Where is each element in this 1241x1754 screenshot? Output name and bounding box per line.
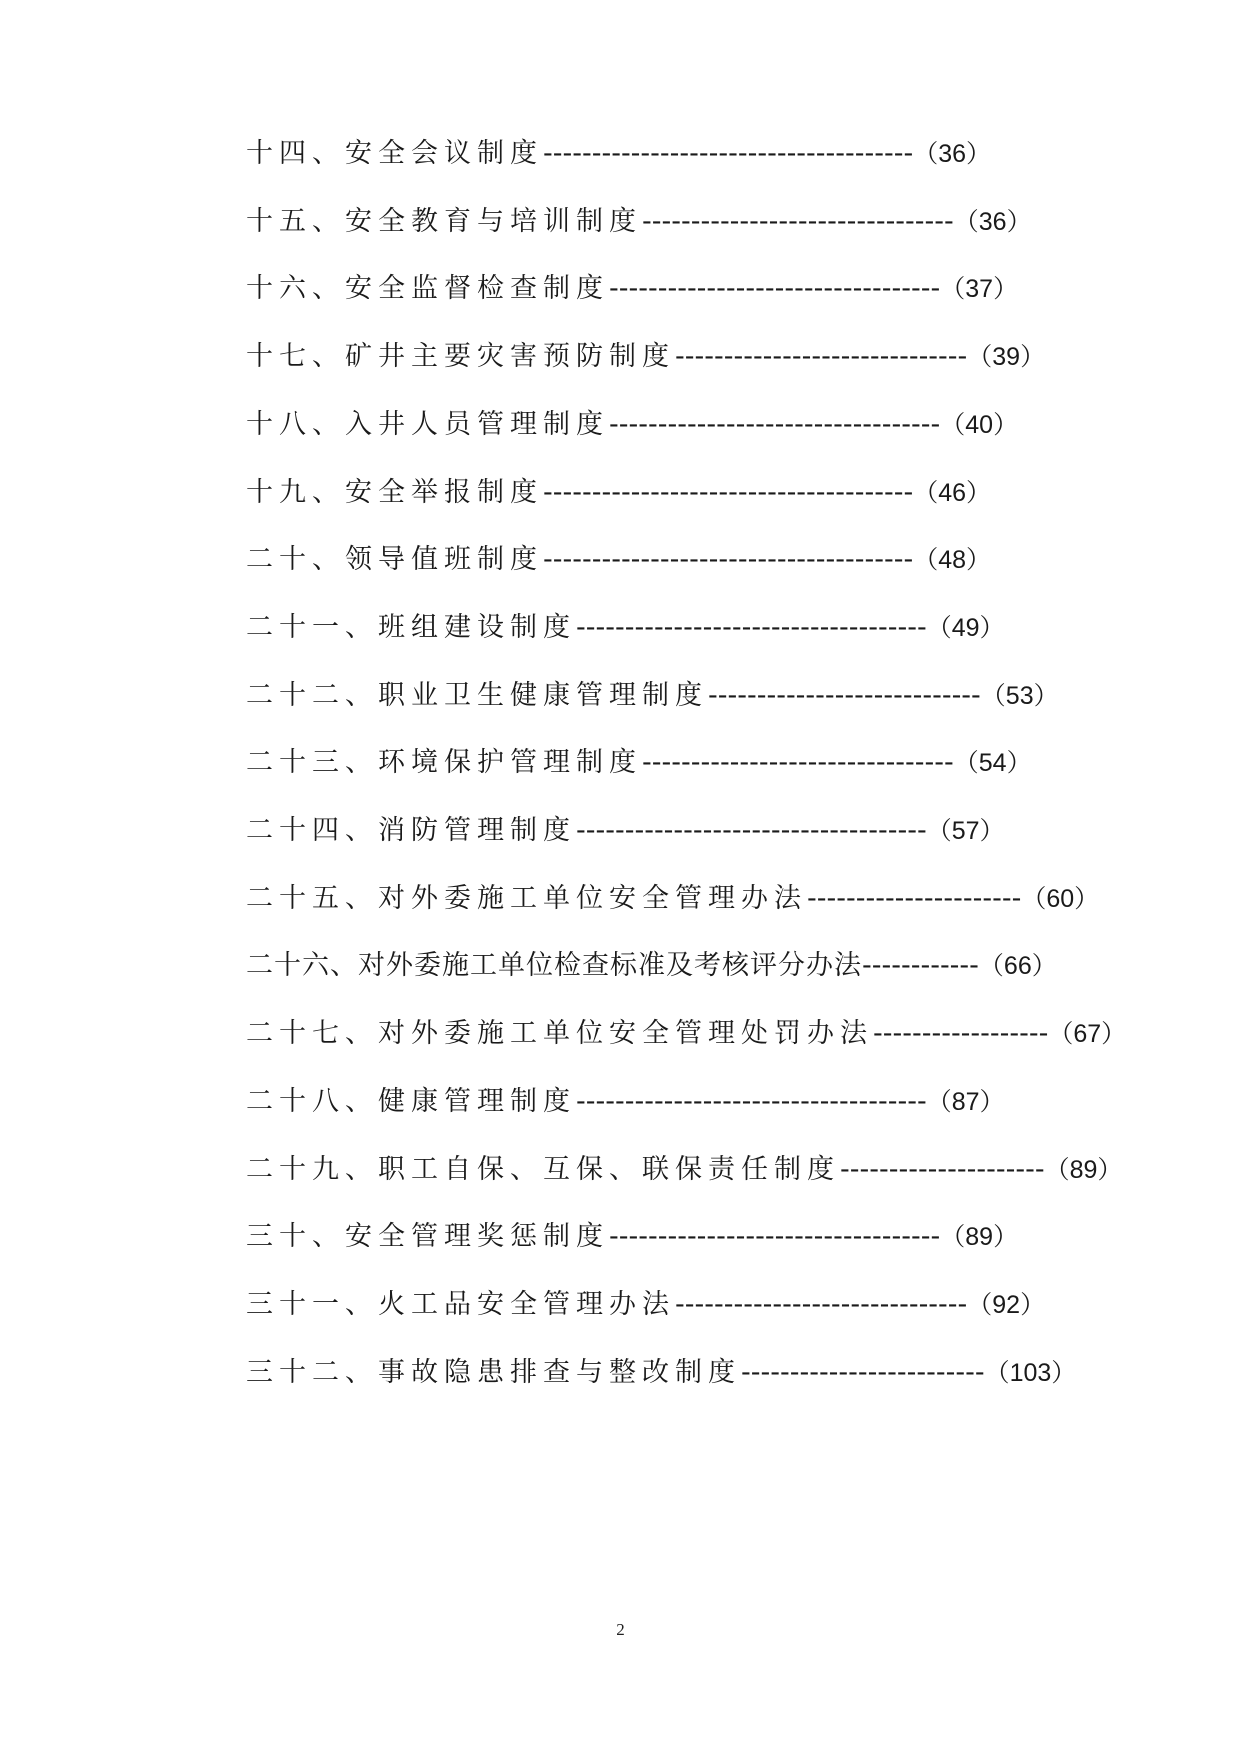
toc-entry-leader: --------------------------------------: [543, 476, 914, 508]
toc-entry-leader: --------------------------------: [642, 205, 954, 237]
toc-entry-page: （66）: [978, 952, 1057, 981]
toc-entry-leader: --------------------------------------: [543, 544, 914, 576]
toc-entry-leader: ------------------------------------: [576, 815, 927, 846]
toc-entry-page: （39）: [967, 343, 1046, 372]
toc-entry-page: （36）: [913, 140, 992, 168]
toc-entry: [246, 1016, 1126, 1052]
toc-entry: [246, 339, 1045, 375]
toc-entry: [246, 1355, 1076, 1391]
toc-entry-title: 二十六、对外委施工单位检查标准及考核评分办法: [246, 950, 862, 982]
toc-entry-title: 三十一、火工品安全管理办法: [246, 1288, 675, 1320]
toc-entry-page: （40）: [940, 410, 1019, 439]
toc-entry: [246, 542, 991, 578]
toc-entry-page: （53）: [980, 681, 1059, 710]
toc-entry: [246, 475, 991, 511]
toc-entry: [246, 610, 1005, 646]
toc-entry-leader: ------------------------------------: [576, 611, 927, 643]
toc-entry-page: （87）: [926, 1087, 1005, 1116]
toc-entry-title: 二十、领导值班制度: [246, 544, 543, 576]
toc-entry-title: 十四、安全会议制度: [246, 138, 543, 169]
toc-entry: [246, 1152, 1122, 1188]
toc-entry-title: 二十四、消防管理制度: [246, 815, 576, 846]
toc-entry: [246, 1219, 1018, 1255]
toc-entry: [246, 948, 1057, 984]
toc-entry-title: 十八、入井人员管理制度: [246, 408, 609, 440]
toc-entry-page: （57）: [926, 817, 1005, 845]
toc-entry-title: 二十二、职业卫生健康管理制度: [246, 679, 708, 711]
toc-entry-page: （49）: [926, 613, 1005, 642]
toc-entry-page: （48）: [913, 546, 992, 575]
toc-entry-title: 三十二、事故隐患排查与整改制度: [246, 1356, 741, 1388]
toc-entry-title: 二十九、职工自保、互保、联保责任制度: [246, 1153, 840, 1185]
toc-entry-title: 十九、安全举报制度: [246, 476, 543, 508]
page-number: 2: [616, 1620, 625, 1639]
toc-entry-leader: ----------------------: [807, 882, 1022, 914]
toc-entry-page: （36）: [953, 207, 1032, 236]
toc-entry-title: 二十五、对外委施工单位安全管理办法: [246, 882, 807, 914]
toc-entry: [246, 881, 1099, 917]
toc-entry: [246, 271, 1018, 307]
toc-entry-leader: ----------------------------: [708, 679, 981, 711]
toc-entry-leader: --------------------------------------: [543, 138, 914, 169]
toc-entry-title: 十六、安全监督检查制度: [246, 273, 609, 305]
toc-entry: [246, 678, 1059, 714]
toc-entry-page: （37）: [940, 275, 1019, 304]
toc-entry-page: （103）: [984, 1358, 1077, 1387]
toc-entry-title: 二十八、健康管理制度: [246, 1085, 576, 1117]
toc-entry-leader: ----------------------------------: [609, 1221, 941, 1253]
toc-entry-leader: ------------------------------: [675, 1288, 968, 1320]
toc-entry-leader: ---------------------: [840, 1153, 1045, 1185]
toc-entry-title: 十五、安全教育与培训制度: [246, 205, 642, 237]
toc-entry-page: （89）: [1044, 1155, 1123, 1184]
toc-entry-title: 二十七、对外委施工单位安全管理处罚办法: [246, 1018, 873, 1050]
toc-entry-title: 三十、安全管理奖惩制度: [246, 1221, 609, 1253]
toc-entry-leader: --------------------------------: [642, 747, 954, 779]
toc-entry: [246, 407, 1018, 443]
toc-entry-page: （46）: [913, 478, 992, 507]
toc-entry-leader: ------------------------------------: [576, 1085, 927, 1117]
toc-entry-page: （92）: [967, 1290, 1046, 1319]
toc-entry-leader: ----------------------------------: [609, 273, 941, 305]
toc-entry-leader: ------------------: [873, 1018, 1049, 1050]
toc-entry-page: （60）: [1021, 884, 1100, 913]
toc-entry-leader: ------------------------------: [675, 341, 968, 373]
toc-entry: [246, 136, 991, 172]
toc-entry: [246, 1084, 1005, 1120]
toc-entry: [246, 813, 1005, 849]
toc-entry-title: 二十一、班组建设制度: [246, 611, 576, 643]
toc-entry-leader: -------------------------: [741, 1356, 985, 1388]
toc-entry-title: 二十三、环境保护管理制度: [246, 747, 642, 779]
toc-entry: [246, 1287, 1045, 1323]
toc-entry-page: （54）: [953, 749, 1032, 778]
toc-entry: [246, 204, 1032, 240]
toc-entry-leader: ----------------------------------: [609, 408, 941, 440]
toc-entry-leader: ------------: [862, 950, 979, 982]
toc-entry-page: （67）: [1048, 1020, 1127, 1049]
toc-entry-page: （89）: [940, 1223, 1019, 1252]
toc-entry: [246, 745, 1032, 781]
toc-entry-title: 十七、矿井主要灾害预防制度: [246, 341, 675, 373]
